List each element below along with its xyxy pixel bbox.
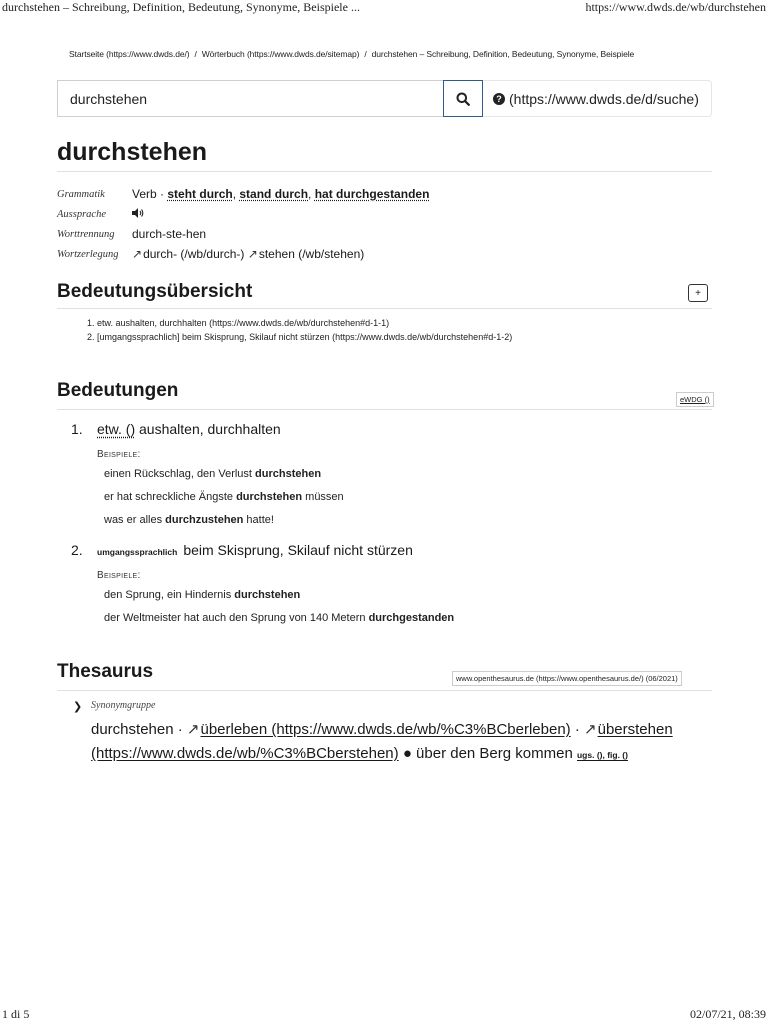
breadcrumb-current: durchstehen – Schreibung, Definition, Bedeutung, Synonyme, Beispiele bbox=[371, 49, 635, 59]
info-value: durch-ste-hen bbox=[132, 227, 207, 241]
chevron-right-icon[interactable]: ❯ bbox=[73, 701, 83, 713]
info-label: Worttrennung bbox=[57, 228, 115, 240]
section-heading-meanings: Bedeutungen bbox=[57, 380, 179, 401]
search-help-text: (https://www.dwds.de/d/suche) bbox=[509, 90, 699, 107]
divider bbox=[57, 690, 712, 691]
print-header-url: https://www.dwds.de/wb/durchstehen bbox=[585, 0, 766, 14]
print-header-title: durchstehen – Schreibung, Definition, Bedeutung, Synonyme, Beispiele ... bbox=[2, 0, 360, 14]
part-of-speech: Verb · bbox=[132, 187, 165, 201]
divider bbox=[57, 171, 712, 172]
register-tag: umgangssprachlich bbox=[97, 547, 178, 557]
morpheme-link[interactable]: durch- (/wb/durch-) bbox=[143, 247, 245, 261]
info-value bbox=[132, 247, 364, 261]
examples-label: Beispiele: bbox=[97, 449, 141, 460]
bullet-separator: ● bbox=[402, 745, 412, 762]
synonym-group bbox=[91, 718, 711, 767]
audio-button[interactable] bbox=[132, 207, 144, 221]
synonym-link[interactable]: überleben (https://www.dwds.de/wb/%C3%BCberleben) bbox=[200, 721, 571, 738]
search-input[interactable] bbox=[57, 80, 443, 117]
search-button[interactable] bbox=[443, 80, 483, 117]
page-title: durchstehen bbox=[57, 138, 208, 166]
example-item: er hat schreckliche Ängste durchstehen müssen bbox=[104, 491, 344, 503]
arrow-up-right-icon: ↗ bbox=[186, 721, 200, 738]
search-help-link[interactable] bbox=[483, 80, 712, 117]
sense-definition: beim Skisprung, Skilauf nicht stürzen bbox=[183, 542, 413, 558]
breadcrumb-dictionary[interactable]: Wörterbuch (https://www.dwds.de/sitemap) bbox=[201, 49, 360, 59]
info-row-worttrennung bbox=[57, 224, 429, 244]
examples-label: Beispiele: bbox=[97, 570, 141, 581]
overview-item[interactable]: 1. etw. aushalten, durchhalten (https://www.dwds.de/wb/durchstehen#d-1-1) bbox=[87, 318, 390, 328]
example-item: der Weltmeister hat auch den Sprung von 140 Metern durchgestanden bbox=[104, 612, 455, 624]
divider bbox=[57, 409, 712, 410]
arrow-up-right-icon: ↗ bbox=[132, 247, 143, 261]
example-item: einen Rückschlag, den Verlust durchstehen bbox=[104, 468, 322, 480]
print-footer bbox=[0, 1007, 768, 1023]
synonym-link[interactable]: überstehen (https://www.dwds.de/wb/%C3%BCberstehen) bbox=[91, 721, 673, 762]
example-item: den Sprung, ein Hindernis durchstehen bbox=[104, 589, 301, 601]
source-badge[interactable]: eWDG () bbox=[676, 392, 714, 407]
info-label: Grammatik bbox=[57, 188, 105, 200]
sense-number: 2. bbox=[71, 542, 83, 558]
page-number: 1 di 5 bbox=[2, 1007, 30, 1021]
arrow-up-right-icon: ↗ bbox=[247, 247, 258, 261]
question-circle-icon: ? bbox=[493, 93, 505, 105]
info-label: Aussprache bbox=[57, 208, 106, 220]
section-heading-thesaurus: Thesaurus bbox=[57, 661, 154, 682]
sense-1 bbox=[71, 421, 281, 439]
overview-item[interactable]: 2. [umgangssprachlich] beim Skisprung, Skilauf nicht stürzen (https://www.dwds.de/wb/durchstehen#d-1-2) bbox=[87, 332, 513, 342]
grammar-form: stand durch bbox=[239, 187, 309, 201]
lemma-info-table bbox=[57, 184, 429, 264]
source-badge[interactable]: www.openthesaurus.de (https://www.openthesaurus.de/) (06/2021) bbox=[452, 671, 682, 686]
info-row-aussprache bbox=[57, 204, 429, 224]
arrow-up-right-icon: ↗ bbox=[584, 721, 597, 738]
print-datetime: 02/07/21, 08:39 bbox=[689, 1007, 766, 1021]
sense-abbrev-link[interactable]: etw. () bbox=[97, 421, 136, 437]
breadcrumb bbox=[69, 49, 634, 59]
info-row-grammatik bbox=[57, 184, 429, 204]
info-value: Verb · steht durch, stand durch, hat durchgestanden bbox=[132, 187, 430, 201]
expand-button[interactable]: + bbox=[688, 284, 708, 302]
search-icon bbox=[456, 92, 470, 106]
search-bar bbox=[57, 80, 712, 117]
print-header bbox=[0, 0, 768, 16]
section-heading-overview: Bedeutungsübersicht bbox=[57, 281, 253, 302]
synonym-group-label: Synonymgruppe bbox=[91, 700, 156, 711]
divider bbox=[57, 308, 712, 309]
synonym-headword: durchstehen · bbox=[91, 721, 183, 738]
separator: · bbox=[574, 721, 580, 738]
grammar-form: hat durchgestanden bbox=[314, 187, 430, 201]
sense-definition: etw. () aushalten, durchhalten bbox=[97, 421, 281, 437]
info-label: Wortzerlegung bbox=[57, 248, 119, 260]
info-row-wortzerlegung bbox=[57, 244, 429, 264]
example-item: was er alles durchzustehen hatte! bbox=[104, 514, 274, 526]
morpheme-link[interactable]: stehen (/wb/stehen) bbox=[258, 247, 365, 261]
grammar-form: steht durch bbox=[167, 187, 233, 201]
breadcrumb-home[interactable]: Startseite (https://www.dwds.de/) bbox=[69, 49, 190, 59]
sense-2 bbox=[71, 542, 413, 560]
breadcrumb-separator: / bbox=[364, 49, 367, 59]
register-tags[interactable]: ugs. (), fig. () bbox=[576, 750, 628, 760]
breadcrumb-separator: / bbox=[194, 49, 197, 59]
sense-number: 1. bbox=[71, 421, 83, 437]
synonym-phrase: über den Berg kommen bbox=[416, 745, 573, 762]
speaker-icon bbox=[132, 208, 144, 218]
overview-list bbox=[87, 318, 512, 346]
